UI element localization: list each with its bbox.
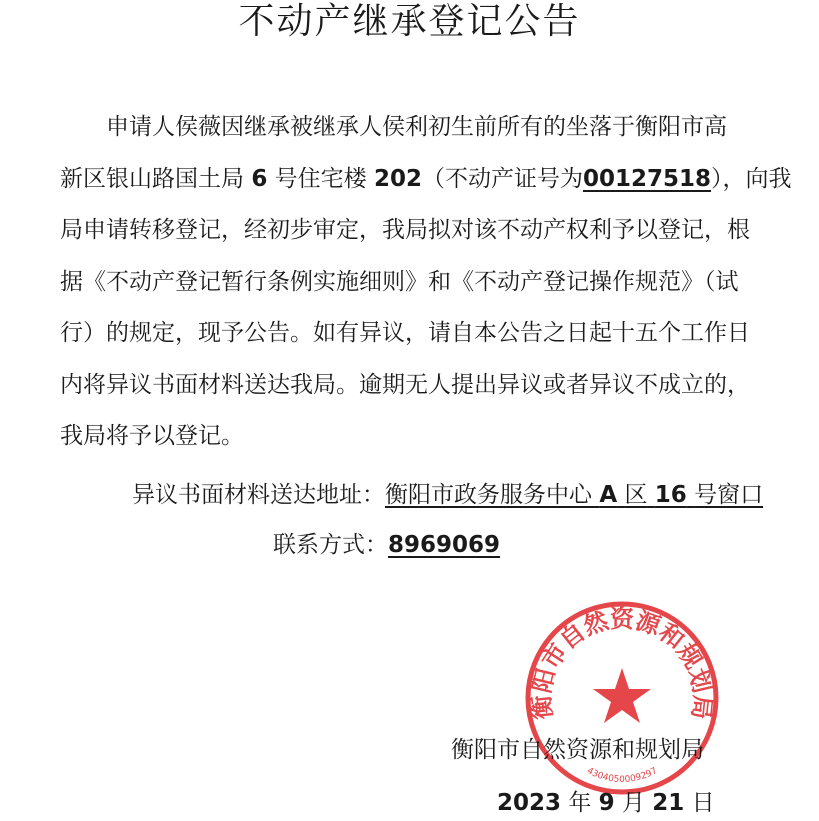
date-year-unit: 年 bbox=[568, 790, 592, 816]
issue-date bbox=[497, 785, 715, 821]
body-line-5: 行）的规定，现予公告。如有异议，请自本公告之日起十五个工作日 bbox=[60, 320, 750, 346]
address-value-d: 16 bbox=[654, 482, 687, 508]
contact-info bbox=[273, 525, 500, 565]
body-line-2-text-b: 号住宅楼 bbox=[274, 165, 367, 192]
body-line-2 bbox=[60, 154, 792, 206]
body-line-2-text-a: 新区银山路国土局 bbox=[60, 165, 244, 192]
body-line-6: 内将异议书面材料送达我局。逾期无人提出异议或者异议不成立的， bbox=[60, 371, 750, 398]
seal-code: 4304050009297 bbox=[584, 766, 660, 785]
notice-title: 不动产继承登记公告 bbox=[238, 1, 581, 42]
address-label: 异议书面材料送达地址： bbox=[132, 482, 385, 508]
contact-label: 联系方式： bbox=[273, 532, 388, 558]
body-line-2-text-c: （不动产证号为 bbox=[421, 165, 583, 192]
building-number: 6 bbox=[251, 165, 268, 192]
body-line-3: 局申请转移登记，经初步审定，我局拟对该不动产权利予以登记，根 bbox=[60, 217, 750, 243]
body-line-1: 申请人侯薇因继承被继承人侯利初生前所有的坐落于衡阳市高 bbox=[106, 114, 727, 140]
unit-number: 202 bbox=[373, 165, 422, 192]
address-value bbox=[385, 482, 763, 508]
notice-body bbox=[60, 102, 792, 463]
address-value-a: 衡阳市政务服务中心 bbox=[385, 482, 592, 508]
contact-phone: 8969069 bbox=[388, 532, 501, 558]
official-seal bbox=[522, 598, 722, 798]
seal-text: 衡阳市自然资源和规划局 bbox=[526, 604, 718, 721]
issuer-name: 衡阳市自然资源和规划局 bbox=[451, 737, 704, 763]
seal-star-icon bbox=[593, 668, 651, 723]
date-month-unit: 月 bbox=[621, 790, 645, 816]
date-year: 2023 bbox=[497, 790, 562, 816]
date-day-unit: 日 bbox=[691, 790, 715, 816]
body-line-7: 我局将予以登记。 bbox=[60, 423, 244, 449]
date-month: 9 bbox=[598, 790, 615, 816]
address-value-b: A bbox=[599, 482, 618, 508]
address-value-c: 区 bbox=[624, 482, 648, 508]
certificate-number: 00127518 bbox=[582, 165, 711, 192]
body-line-2-text-d: ），向我 bbox=[711, 165, 792, 192]
body-line-4: 据《不动产登记暂行条例实施细则》和《不动产登记操作规范》（试 bbox=[60, 268, 739, 295]
address-value-e: 号窗口 bbox=[694, 482, 764, 508]
objection-address bbox=[132, 475, 763, 515]
date-day: 21 bbox=[652, 790, 685, 816]
